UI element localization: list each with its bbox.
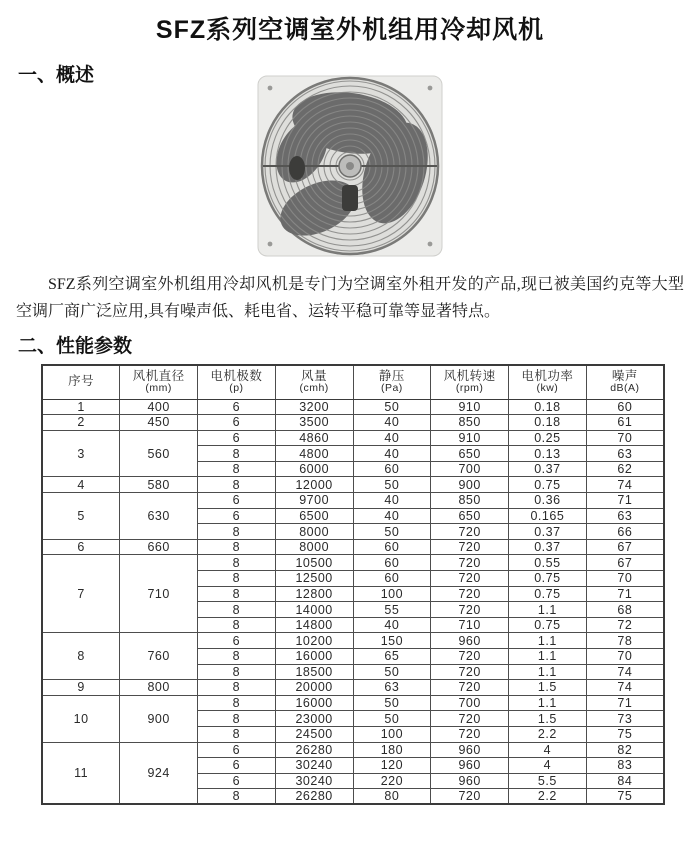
- cell-poles: 6: [198, 758, 276, 774]
- cell-noise: 60: [586, 399, 664, 415]
- cell-noise: 71: [586, 493, 664, 509]
- cell-airflow: 26280: [275, 742, 353, 758]
- cell-speed: 960: [431, 742, 509, 758]
- cell-noise: 74: [586, 664, 664, 680]
- cell-serial: 6: [42, 539, 120, 555]
- cell-airflow: 30240: [275, 758, 353, 774]
- cell-power: 0.75: [509, 571, 587, 587]
- table-row: [42, 399, 664, 415]
- cell-poles: 6: [198, 773, 276, 789]
- section-overview-heading: 一、概述: [18, 65, 95, 86]
- cell-airflow: 12800: [275, 586, 353, 602]
- cell-noise: 82: [586, 742, 664, 758]
- cell-power: 0.13: [509, 446, 587, 462]
- cell-airflow: 23000: [275, 711, 353, 727]
- column-header: [586, 365, 664, 399]
- cell-serial: 5: [42, 493, 120, 540]
- cell-serial: 2: [42, 415, 120, 431]
- cell-poles: 8: [198, 664, 276, 680]
- cell-speed: 960: [431, 758, 509, 774]
- column-header: [42, 365, 120, 399]
- cell-power: 0.18: [509, 415, 587, 431]
- cell-power: 1.5: [509, 711, 587, 727]
- cell-noise: 67: [586, 555, 664, 571]
- cell-power: 0.55: [509, 555, 587, 571]
- cell-poles: 8: [198, 461, 276, 477]
- cell-airflow: 6000: [275, 461, 353, 477]
- cell-airflow: 6500: [275, 508, 353, 524]
- cell-poles: 8: [198, 680, 276, 696]
- cell-speed: 720: [431, 555, 509, 571]
- column-header-title: 序号: [68, 374, 95, 389]
- cell-speed: 910: [431, 399, 509, 415]
- cell-power: 2.2: [509, 789, 587, 805]
- cell-noise: 63: [586, 446, 664, 462]
- cell-static-pressure: 65: [353, 649, 431, 665]
- cell-diameter: 660: [120, 539, 198, 555]
- cell-power: 0.75: [509, 617, 587, 633]
- cell-airflow: 18500: [275, 664, 353, 680]
- cell-poles: 6: [198, 508, 276, 524]
- cell-static-pressure: 150: [353, 633, 431, 649]
- cell-serial: 8: [42, 633, 120, 680]
- cell-serial: 9: [42, 680, 120, 696]
- cell-serial: 1: [42, 399, 120, 415]
- cell-noise: 75: [586, 789, 664, 805]
- cell-diameter: 630: [120, 493, 198, 540]
- column-header-title: 电机功率: [521, 369, 574, 384]
- cell-serial: 4: [42, 477, 120, 493]
- cell-airflow: 4800: [275, 446, 353, 462]
- column-header: [431, 365, 509, 399]
- cell-poles: 8: [198, 539, 276, 555]
- cell-power: 2.2: [509, 726, 587, 742]
- cell-poles: 8: [198, 695, 276, 711]
- cell-airflow: 14000: [275, 602, 353, 618]
- cell-poles: 6: [198, 633, 276, 649]
- cell-static-pressure: 40: [353, 446, 431, 462]
- cell-noise: 84: [586, 773, 664, 789]
- cell-diameter: 450: [120, 415, 198, 431]
- performance-table: [41, 364, 665, 805]
- cell-speed: 700: [431, 461, 509, 477]
- cell-speed: 720: [431, 664, 509, 680]
- column-header-unit: (Pa): [380, 381, 403, 394]
- cell-poles: 8: [198, 571, 276, 587]
- cell-power: 4: [509, 758, 587, 774]
- cell-diameter: 760: [120, 633, 198, 680]
- cell-static-pressure: 40: [353, 617, 431, 633]
- cell-power: 0.37: [509, 539, 587, 555]
- cell-speed: 650: [431, 446, 509, 462]
- cell-airflow: 9700: [275, 493, 353, 509]
- cell-airflow: 20000: [275, 680, 353, 696]
- cell-poles: 8: [198, 446, 276, 462]
- cell-static-pressure: 50: [353, 695, 431, 711]
- cell-airflow: 3200: [275, 399, 353, 415]
- cell-speed: 720: [431, 524, 509, 540]
- cell-poles: 8: [198, 555, 276, 571]
- cell-poles: 8: [198, 617, 276, 633]
- cell-speed: 720: [431, 789, 509, 805]
- cell-poles: 8: [198, 711, 276, 727]
- cell-poles: 8: [198, 524, 276, 540]
- cell-noise: 75: [586, 726, 664, 742]
- cell-static-pressure: 50: [353, 664, 431, 680]
- cell-diameter: 580: [120, 477, 198, 493]
- cell-airflow: 4860: [275, 430, 353, 446]
- cell-speed: 850: [431, 493, 509, 509]
- cell-power: 0.36: [509, 493, 587, 509]
- cell-power: 1.1: [509, 664, 587, 680]
- page-title: SFZ系列空调室外机组用冷却风机: [155, 16, 545, 44]
- cell-speed: 720: [431, 539, 509, 555]
- column-header-unit: (rpm): [455, 381, 484, 394]
- column-header: [198, 365, 276, 399]
- cell-airflow: 8000: [275, 539, 353, 555]
- cell-power: 0.75: [509, 477, 587, 493]
- cell-static-pressure: 40: [353, 493, 431, 509]
- cell-static-pressure: 40: [353, 508, 431, 524]
- cell-serial: 10: [42, 695, 120, 742]
- cell-noise: 68: [586, 602, 664, 618]
- column-header: [353, 365, 431, 399]
- column-header-title: 静压: [378, 369, 405, 384]
- cell-noise: 71: [586, 586, 664, 602]
- cell-static-pressure: 120: [353, 758, 431, 774]
- table-row: [42, 539, 664, 555]
- cell-power: 0.75: [509, 586, 587, 602]
- cell-airflow: 12500: [275, 571, 353, 587]
- column-header-unit: (kw): [536, 381, 559, 394]
- table-row: [42, 477, 664, 493]
- cell-static-pressure: 100: [353, 726, 431, 742]
- column-header-title: 电机极数: [210, 369, 263, 384]
- cell-noise: 61: [586, 415, 664, 431]
- table-row: [42, 493, 664, 509]
- table-row: [42, 695, 664, 711]
- cell-power: 1.1: [509, 602, 587, 618]
- cell-static-pressure: 50: [353, 711, 431, 727]
- cell-noise: 74: [586, 680, 664, 696]
- cell-poles: 8: [198, 477, 276, 493]
- column-header-unit: (mm): [145, 381, 172, 394]
- cell-static-pressure: 50: [353, 477, 431, 493]
- cell-speed: 710: [431, 617, 509, 633]
- table-row: [42, 415, 664, 431]
- cell-power: 4: [509, 742, 587, 758]
- cell-static-pressure: 60: [353, 555, 431, 571]
- cell-power: 1.1: [509, 633, 587, 649]
- cell-power: 0.165: [509, 508, 587, 524]
- cell-power: 0.18: [509, 399, 587, 415]
- cell-airflow: 30240: [275, 773, 353, 789]
- cell-poles: 8: [198, 649, 276, 665]
- cell-speed: 720: [431, 586, 509, 602]
- column-header-title: 风量: [301, 369, 328, 384]
- cell-noise: 66: [586, 524, 664, 540]
- cell-diameter: 924: [120, 742, 198, 804]
- cell-airflow: 16000: [275, 695, 353, 711]
- table-row: [42, 742, 664, 758]
- table-row: [42, 680, 664, 696]
- cell-airflow: 10200: [275, 633, 353, 649]
- cell-serial: 3: [42, 430, 120, 477]
- cell-speed: 720: [431, 649, 509, 665]
- column-header-unit: (p): [229, 381, 244, 394]
- cell-power: 1.1: [509, 695, 587, 711]
- table-row: [42, 430, 664, 446]
- cell-noise: 67: [586, 539, 664, 555]
- cell-static-pressure: 80: [353, 789, 431, 805]
- cell-poles: 8: [198, 726, 276, 742]
- cell-static-pressure: 50: [353, 399, 431, 415]
- column-header-unit: (cmh): [299, 381, 329, 394]
- cell-airflow: 12000: [275, 477, 353, 493]
- cell-speed: 900: [431, 477, 509, 493]
- cell-noise: 73: [586, 711, 664, 727]
- cell-noise: 71: [586, 695, 664, 711]
- cell-poles: 6: [198, 430, 276, 446]
- cell-diameter: 560: [120, 430, 198, 477]
- cell-diameter: 800: [120, 680, 198, 696]
- cell-airflow: 26280: [275, 789, 353, 805]
- cell-static-pressure: 40: [353, 430, 431, 446]
- cell-power: 0.37: [509, 461, 587, 477]
- cell-speed: 720: [431, 571, 509, 587]
- cell-speed: 720: [431, 602, 509, 618]
- column-header: [509, 365, 587, 399]
- fan-photo: [230, 73, 470, 261]
- axial-fan-illustration: [230, 73, 470, 261]
- overview-paragraph: SFZ系列空调室外机组用冷却风机是专门为空调室外租开发的产品,现已被美国约克等大型空调厂商广泛应用,具有噪声低、耗电省、运转平稳可靠等显著特点。: [16, 276, 684, 320]
- cell-speed: 720: [431, 726, 509, 742]
- cell-static-pressure: 100: [353, 586, 431, 602]
- cell-static-pressure: 63: [353, 680, 431, 696]
- cell-speed: 650: [431, 508, 509, 524]
- column-header: [120, 365, 198, 399]
- cell-noise: 70: [586, 430, 664, 446]
- cell-poles: 6: [198, 742, 276, 758]
- cell-noise: 70: [586, 649, 664, 665]
- cell-poles: 8: [198, 586, 276, 602]
- cell-airflow: 3500: [275, 415, 353, 431]
- cell-diameter: 400: [120, 399, 198, 415]
- cell-poles: 6: [198, 493, 276, 509]
- cell-poles: 6: [198, 399, 276, 415]
- cell-airflow: 16000: [275, 649, 353, 665]
- cell-static-pressure: 60: [353, 461, 431, 477]
- cell-speed: 960: [431, 633, 509, 649]
- cell-speed: 720: [431, 711, 509, 727]
- cell-speed: 850: [431, 415, 509, 431]
- column-header-title: 噪声: [611, 369, 638, 384]
- cell-noise: 72: [586, 617, 664, 633]
- cell-static-pressure: 180: [353, 742, 431, 758]
- cell-speed: 700: [431, 695, 509, 711]
- table-row: [42, 555, 664, 571]
- cell-poles: 6: [198, 415, 276, 431]
- cell-static-pressure: 50: [353, 524, 431, 540]
- column-header: [275, 365, 353, 399]
- cell-power: 0.25: [509, 430, 587, 446]
- cell-speed: 960: [431, 773, 509, 789]
- cell-static-pressure: 60: [353, 539, 431, 555]
- column-header-unit: dB(A): [610, 381, 640, 394]
- header-row: [42, 365, 664, 399]
- cell-speed: 910: [431, 430, 509, 446]
- cell-static-pressure: 40: [353, 415, 431, 431]
- table-row: [42, 633, 664, 649]
- cell-noise: 62: [586, 461, 664, 477]
- cell-airflow: 8000: [275, 524, 353, 540]
- cell-poles: 8: [198, 602, 276, 618]
- cell-poles: 8: [198, 789, 276, 805]
- cell-speed: 720: [431, 680, 509, 696]
- cell-airflow: 24500: [275, 726, 353, 742]
- cell-static-pressure: 60: [353, 571, 431, 587]
- cell-noise: 74: [586, 477, 664, 493]
- cell-power: 0.37: [509, 524, 587, 540]
- cell-airflow: 14800: [275, 617, 353, 633]
- cell-serial: 7: [42, 555, 120, 633]
- section-parameters-heading: 二、性能参数: [18, 336, 133, 357]
- cell-airflow: 10500: [275, 555, 353, 571]
- column-header-title: 风机直径: [132, 369, 185, 384]
- cell-diameter: 900: [120, 695, 198, 742]
- cell-static-pressure: 55: [353, 602, 431, 618]
- cell-noise: 63: [586, 508, 664, 524]
- cell-noise: 70: [586, 571, 664, 587]
- performance-table-header: [42, 365, 664, 399]
- cell-power: 1.5: [509, 680, 587, 696]
- cell-power: 1.1: [509, 649, 587, 665]
- cell-serial: 11: [42, 742, 120, 804]
- cell-static-pressure: 220: [353, 773, 431, 789]
- cell-noise: 78: [586, 633, 664, 649]
- column-header-title: 风机转速: [443, 369, 496, 384]
- cell-diameter: 710: [120, 555, 198, 633]
- cell-noise: 83: [586, 758, 664, 774]
- cell-power: 5.5: [509, 773, 587, 789]
- performance-table-body: [42, 399, 664, 804]
